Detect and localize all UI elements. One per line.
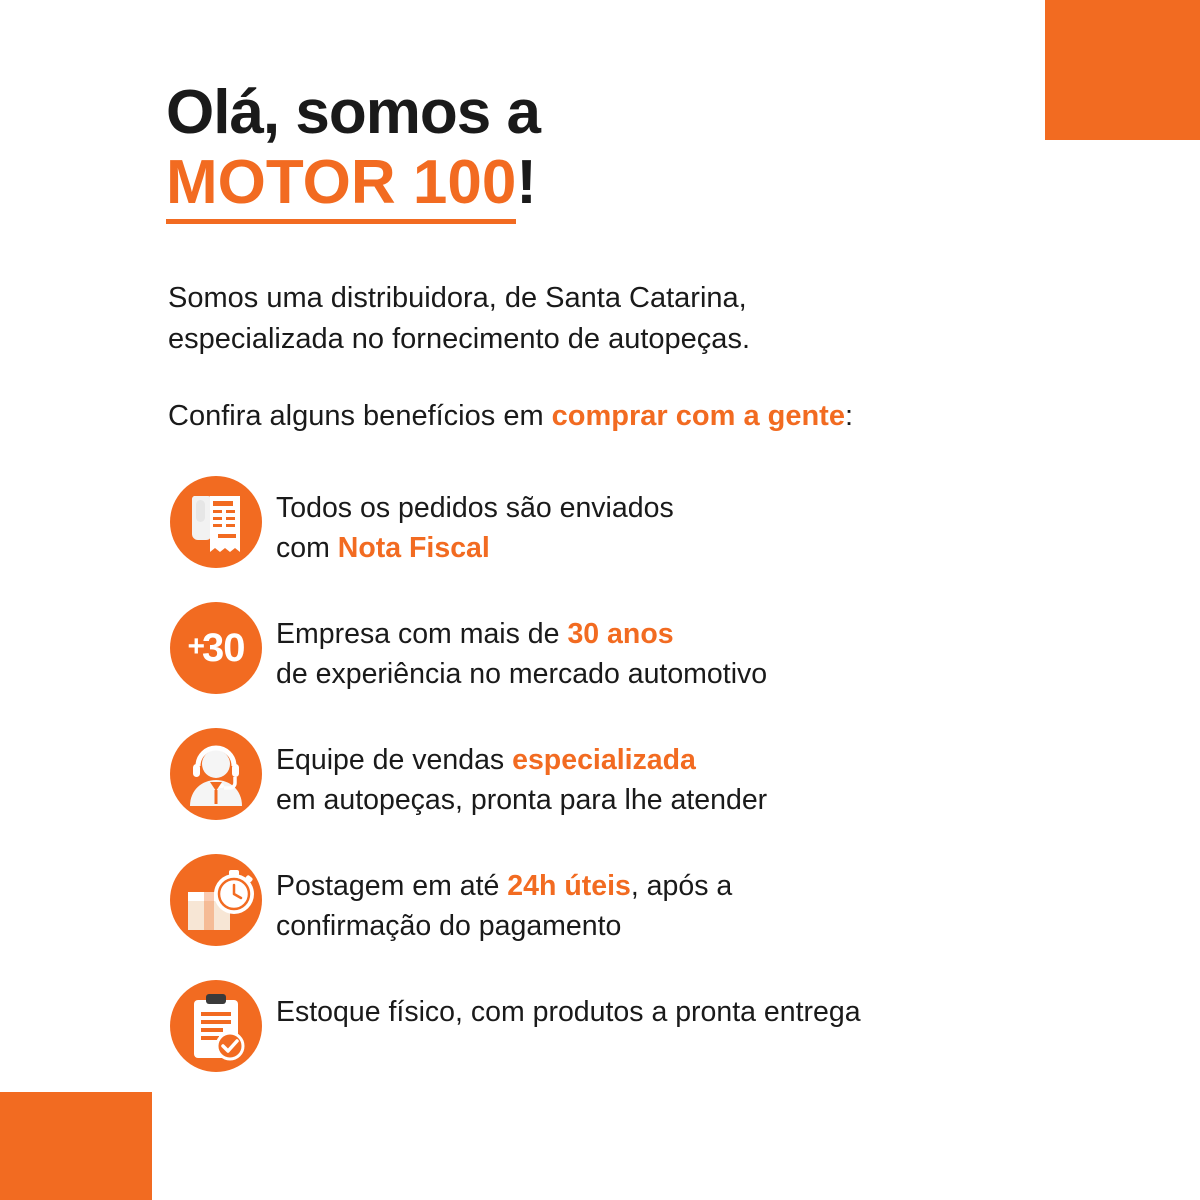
receipt-icon — [166, 474, 266, 574]
list-item — [166, 852, 1126, 956]
headline-block — [166, 80, 1066, 218]
list-item — [166, 474, 1126, 578]
list-item-line-2: em autopeças, pronta para lhe atender — [276, 784, 768, 817]
list-item-text — [276, 474, 674, 569]
list-item-line-2: confirmação do pagamento — [276, 910, 622, 943]
list-item-line-2 — [276, 528, 674, 568]
list-item-text — [276, 726, 767, 821]
receipt-icon-art — [166, 474, 266, 574]
benefits-lead-in — [168, 396, 1128, 437]
benefits-list — [166, 474, 1126, 1104]
list-item-line-1: Todos os pedidos são enviados — [276, 492, 674, 524]
intro-line-1: Somos uma distribuidora, de Santa Catarina, — [168, 282, 747, 314]
clipboard-check-icon — [166, 978, 266, 1078]
list-item-line-1-highlight: 24h úteis — [507, 870, 631, 902]
plus-sign: + — [187, 630, 205, 663]
list-item — [166, 978, 1126, 1082]
brand-name: MOTOR 100 — [166, 148, 516, 224]
list-item-line-1-prefix: Equipe de vendas — [276, 744, 513, 776]
list-item-line-1 — [276, 614, 767, 654]
list-item-line-1-prefix: Postagem em até — [276, 870, 508, 902]
headline-line-2 — [166, 147, 1066, 218]
plus-30-badge-icon — [166, 600, 266, 700]
list-item-line-2-highlight: Nota Fiscal — [337, 532, 490, 565]
list-item-line-1-highlight: 30 anos — [567, 618, 674, 650]
benefits-lead-in-prefix: Confira alguns benefícios em — [168, 400, 552, 432]
headline-exclamation: ! — [516, 148, 537, 218]
list-item — [166, 726, 1126, 830]
intro-paragraph — [168, 278, 1108, 359]
list-item-line-1 — [276, 740, 767, 780]
plus-30-badge-label — [166, 600, 266, 696]
headset-agent-icon-art — [166, 726, 266, 826]
decorative-corner-top-right — [1045, 0, 1200, 140]
list-item-line-1-highlight: especializada — [512, 744, 696, 776]
list-item-line-2: de experiência no mercado automotivo — [276, 658, 768, 691]
list-item-text — [276, 600, 767, 695]
headline-line-1: Olá, somos a — [166, 78, 540, 147]
box-stopwatch-icon — [166, 852, 266, 952]
clipboard-check-icon-art — [166, 978, 266, 1078]
benefits-lead-in-highlight: comprar com a gente — [551, 400, 845, 432]
list-item-line-1-prefix: Empresa com mais de — [276, 618, 568, 650]
box-stopwatch-icon-art — [166, 852, 266, 952]
list-item-line-1: Estoque físico, com produtos a pronta entrega — [276, 996, 861, 1028]
headset-agent-icon — [166, 726, 266, 826]
list-item-text — [276, 978, 861, 1032]
intro-line-2: especializada no fornecimento de autopeças. — [168, 322, 750, 355]
list-item-text — [276, 852, 732, 947]
decorative-corner-bottom-left — [0, 1092, 152, 1200]
badge-number: 30 — [202, 625, 245, 670]
list-item — [166, 600, 1126, 704]
list-item-line-2-prefix: com — [276, 532, 338, 565]
benefits-lead-in-suffix: : — [844, 400, 854, 432]
list-item-line-1-suffix: , após a — [630, 870, 733, 902]
list-item-line-1 — [276, 866, 732, 906]
